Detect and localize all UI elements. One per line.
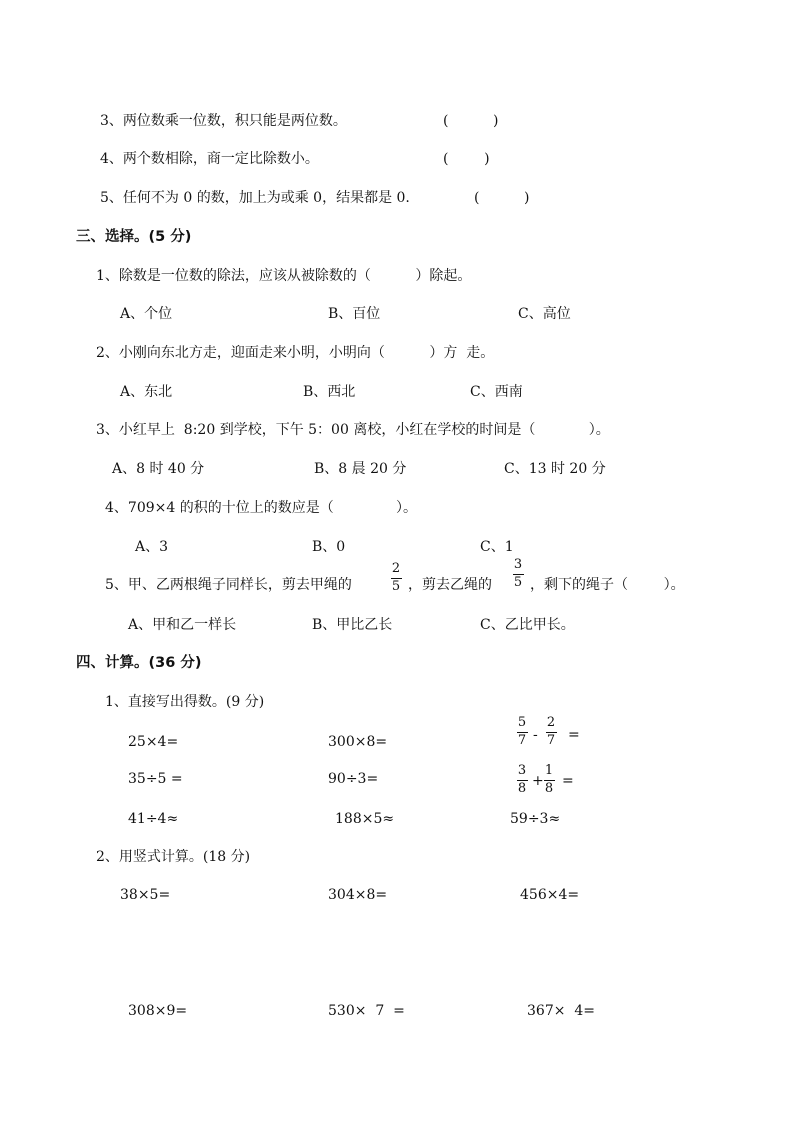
- fraction-numerator: 2: [546, 715, 556, 730]
- calc-r1c1: 25×4=: [128, 734, 179, 750]
- choice-q3-option-a[interactable]: A、8 时 40 分: [112, 461, 205, 477]
- choice-q5-part2: ，剪去乙绳的: [408, 577, 492, 593]
- vertical-r2c3: 367× 4=: [527, 1003, 595, 1019]
- choice-q5-fraction-1: [390, 562, 402, 594]
- choice-q5-part1: 5、甲、乙两根绳子同样长，剪去甲绳的: [105, 577, 352, 593]
- judgement-q4: 4、两个数相除，商一定比除数小。: [100, 151, 319, 167]
- choice-q3-option-b[interactable]: B、8 晨 20 分: [314, 461, 407, 477]
- vertical-r1c1: 38×5=: [120, 887, 171, 903]
- choice-q1: 1、除数是一位数的除法，应该从被除数的（ ）除起。: [96, 268, 472, 284]
- choice-q1-option-c[interactable]: C、高位: [518, 306, 571, 322]
- fraction-denominator: 7: [517, 733, 527, 748]
- calc-r1c3-operator: -: [533, 727, 538, 743]
- fraction-denominator: 7: [546, 733, 556, 748]
- calc-r2c3-fraction-1: [516, 764, 528, 796]
- calc-r2c3-equals: =: [562, 773, 574, 789]
- choice-q2: 2、小刚向东北方走，迎面走来小明，小明向（ ）方 走。: [96, 345, 495, 361]
- choice-q5-option-b[interactable]: B、甲比乙长: [312, 617, 393, 633]
- choice-q1-option-a[interactable]: A、个位: [120, 306, 173, 322]
- calc-r3c2: 188×5≈: [335, 811, 395, 827]
- calc-r1c3-fraction-1: [516, 716, 528, 748]
- choice-q2-option-a[interactable]: A、东北: [120, 384, 173, 400]
- judgement-q4-answer-paren[interactable]: ( ): [443, 151, 490, 167]
- section4-title: 四、计算。(36 分): [76, 655, 202, 671]
- choice-q4-option-c[interactable]: C、1: [480, 539, 514, 555]
- vertical-r1c3: 456×4=: [520, 887, 580, 903]
- fraction-numerator: 5: [517, 715, 527, 730]
- choice-q5-fraction-2: [512, 558, 524, 590]
- fraction-numerator: 2: [391, 561, 401, 576]
- calc-sub1-title: 1、直接写出得数。(9 分): [105, 694, 265, 710]
- choice-q5-option-c[interactable]: C、乙比甲长。: [480, 617, 575, 633]
- choice-q2-option-b[interactable]: B、西北: [303, 384, 356, 400]
- fraction-denominator: 5: [513, 575, 523, 590]
- judgement-q3: 3、两位数乘一位数，积只能是两位数。: [100, 113, 347, 129]
- choice-q3: 3、小红早上 8:20 到学校，下午 5：00 离校，小红在学校的时间是（ ）。: [96, 422, 610, 438]
- judgement-q5-answer-paren[interactable]: ( ): [474, 190, 530, 206]
- calc-r1c2: 300×8=: [328, 734, 388, 750]
- calc-r1c3-fraction-2: [545, 716, 557, 748]
- judgement-q3-answer-paren[interactable]: ( ): [443, 113, 499, 129]
- calc-r2c3-fraction-2: [543, 764, 555, 796]
- choice-q4-option-a[interactable]: A、3: [135, 539, 169, 555]
- calc-r2c3-operator: +: [532, 773, 544, 789]
- calc-r2c2: 90÷3=: [328, 771, 379, 787]
- vertical-r1c2: 304×8=: [328, 887, 388, 903]
- fraction-denominator: 5: [391, 579, 401, 594]
- calc-r3c3: 59÷3≈: [510, 811, 561, 827]
- fraction-numerator: 3: [513, 557, 523, 572]
- calc-r1c3-equals: =: [568, 727, 580, 743]
- choice-q4-option-b[interactable]: B、0: [312, 539, 346, 555]
- section3-title: 三、选择。(5 分): [76, 229, 192, 245]
- judgement-q5: 5、任何不为 0 的数，加上为或乘 0，结果都是 0.: [100, 190, 410, 206]
- vertical-r2c2: 530× 7 =: [328, 1003, 405, 1019]
- choice-q5-option-a[interactable]: A、甲和乙一样长: [128, 617, 237, 633]
- vertical-r2c1: 308×9=: [128, 1003, 188, 1019]
- choice-q4: 4、709×4 的积的十位上的数应是（ ）。: [105, 500, 418, 516]
- choice-q5-part3: ，剩下的绳子（ ）。: [530, 577, 685, 593]
- choice-q2-option-c[interactable]: C、西南: [470, 384, 523, 400]
- fraction-denominator: 8: [544, 781, 554, 796]
- fraction-numerator: 3: [517, 763, 527, 778]
- fraction-numerator: 1: [544, 763, 554, 778]
- fraction-denominator: 8: [517, 781, 527, 796]
- calc-r3c1: 41÷4≈: [128, 811, 179, 827]
- calc-sub2-title: 2、用竖式计算。(18 分): [96, 849, 251, 865]
- calc-r2c1: 35÷5 =: [128, 771, 183, 787]
- choice-q1-option-b[interactable]: B、百位: [328, 306, 381, 322]
- choice-q3-option-c[interactable]: C、13 时 20 分: [504, 461, 606, 477]
